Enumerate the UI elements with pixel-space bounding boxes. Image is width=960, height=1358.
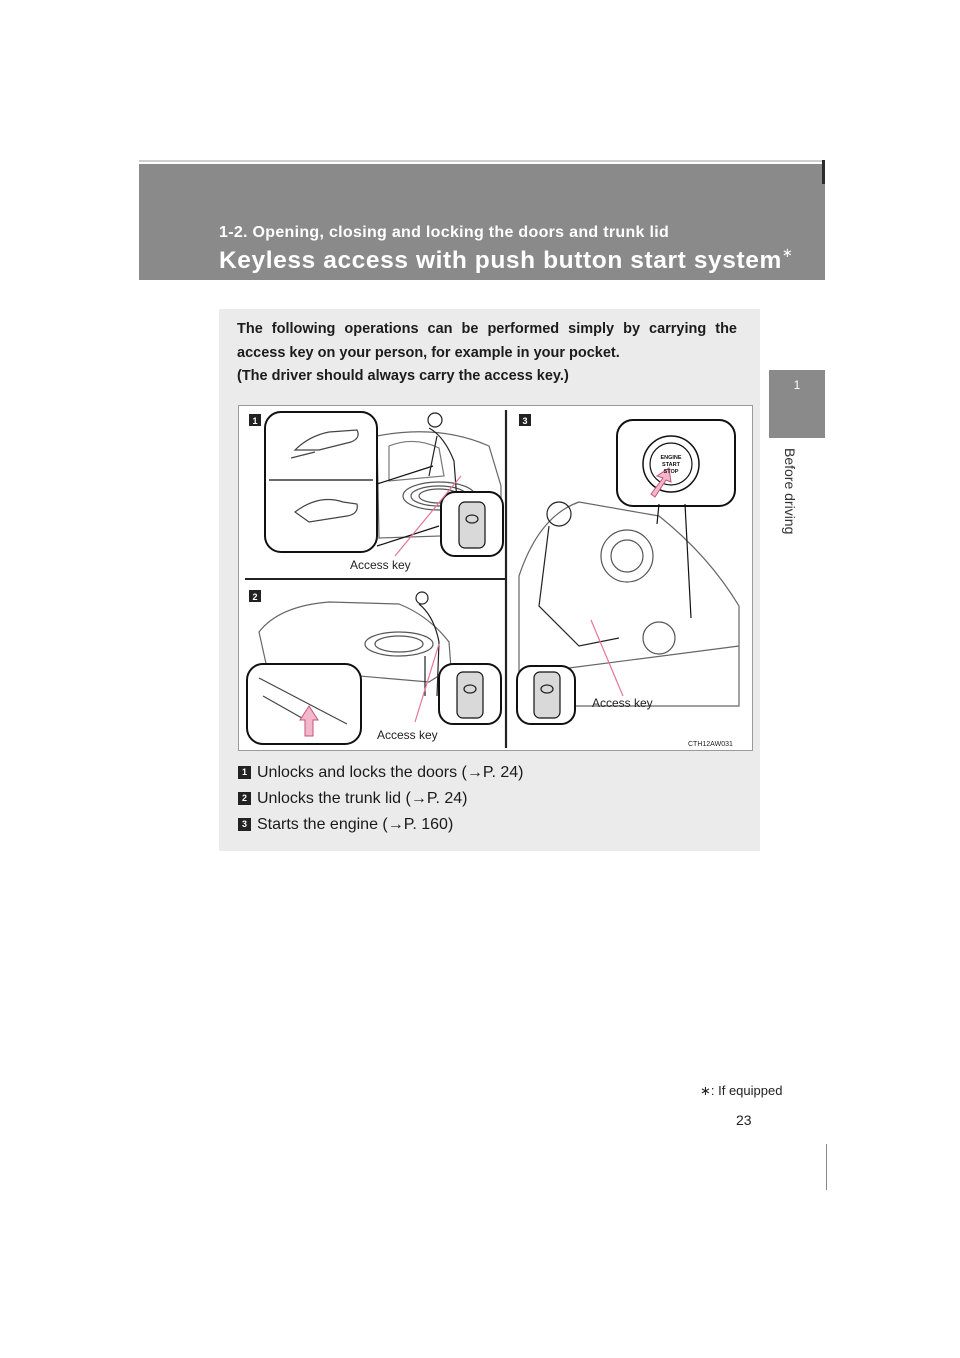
margin-rule (826, 1144, 827, 1190)
chapter-number: 1 (793, 378, 801, 392)
panel-label-3 (519, 414, 531, 426)
item-text: Unlocks the trunk lid (→P. 24) (257, 790, 468, 807)
panel-1-handle-inset (265, 412, 377, 552)
figure-code: CTH12AW031 (688, 741, 733, 748)
illustration-svg (239, 406, 752, 750)
panel-label-3-text: 3 (522, 416, 528, 426)
callout-access-key-1: Access key (350, 558, 411, 572)
item-number-badge: 1 (238, 766, 251, 779)
callout-access-key-2: Access key (377, 728, 438, 742)
callout-leader-3 (591, 620, 623, 696)
panel-label-1 (249, 414, 261, 426)
callout-leader-2 (415, 644, 439, 722)
footnote: ∗: If equipped (700, 1083, 783, 1098)
item-text: Starts the engine (→P. 160) (257, 816, 454, 833)
header-corner-tick (822, 160, 825, 184)
item-number-badge: 2 (238, 792, 251, 805)
button-text-start: START (662, 462, 680, 468)
access-key-icon-2 (457, 672, 483, 718)
intro-paragraph: The following operations can be performed simply by carrying the access key on your person, for example in your pocket. (237, 321, 737, 361)
operations-list (238, 760, 524, 838)
page-number: 23 (736, 1112, 752, 1128)
section-heading: 1-2. Opening, closing and locking the doors and trunk lid (219, 224, 670, 241)
chapter-tab (769, 370, 825, 438)
intro-note: (The driver should always carry the access key.) (237, 368, 569, 384)
button-text-engine: ENGINE (660, 455, 682, 461)
header-top-line (139, 160, 825, 162)
page-title (219, 247, 793, 275)
title-asterisk: ∗ (781, 245, 794, 260)
item-text: Unlocks and locks the doors (→P. 24) (257, 764, 524, 781)
page-title-text: Keyless access with push button start system (219, 247, 782, 274)
access-key-icon-1 (459, 502, 485, 548)
panel-2-trunk-inset (247, 664, 361, 744)
panel-label-1-text: 1 (252, 416, 258, 426)
panel-label-2-text: 2 (252, 592, 258, 602)
panel-label-2 (249, 590, 261, 602)
intro-text (237, 318, 737, 389)
access-key-icon-3 (534, 672, 560, 718)
callout-access-key-3: Access key (592, 696, 653, 710)
list-item (238, 760, 524, 786)
button-text-stop: STOP (663, 469, 679, 475)
chapter-title: Before driving (782, 448, 798, 535)
list-item (238, 812, 524, 838)
list-item (238, 786, 524, 812)
illustration (238, 405, 753, 751)
item-number-badge: 3 (238, 818, 251, 831)
